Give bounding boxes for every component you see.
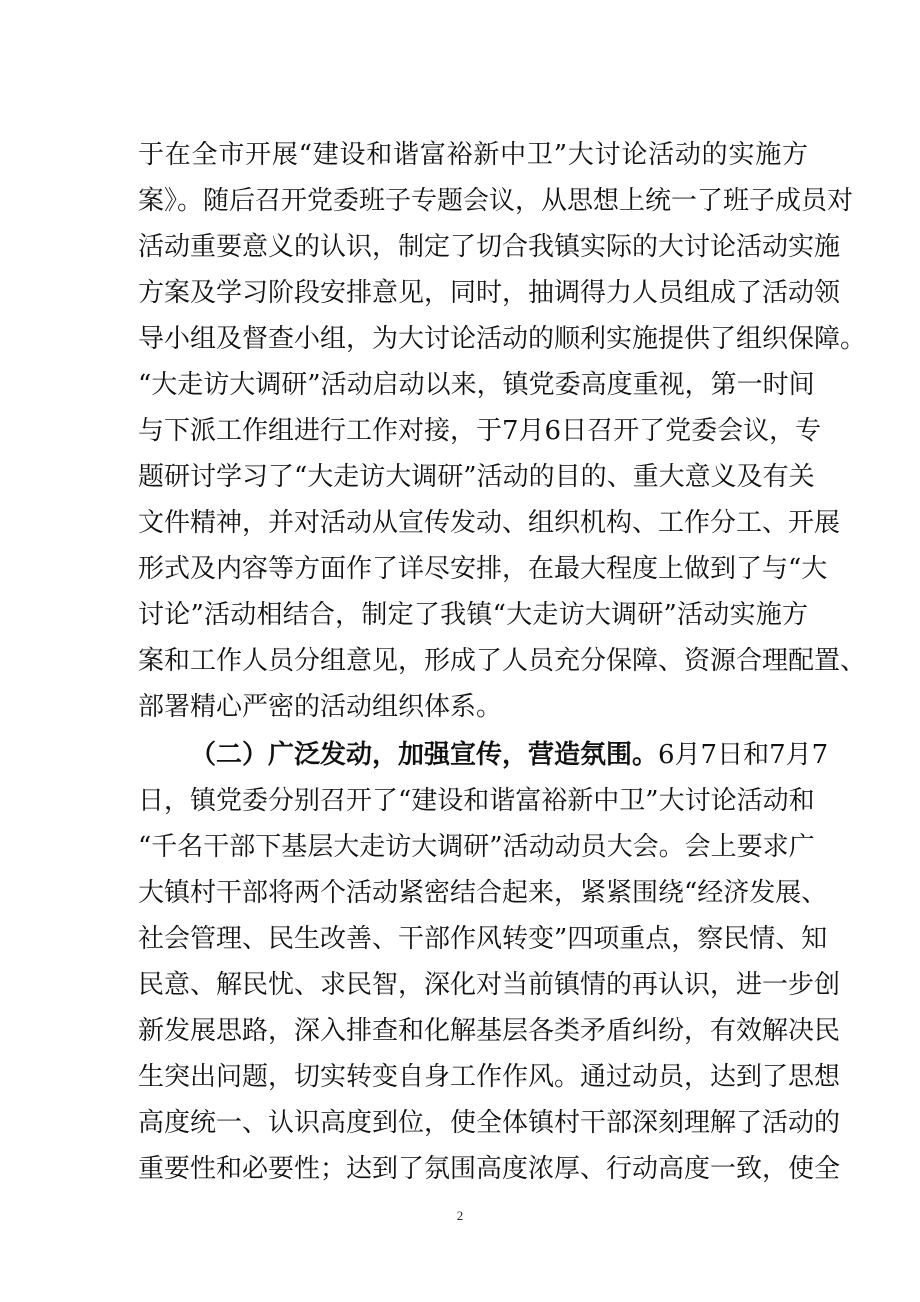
text-line: 导小组及督查小组，为大讨论活动的顺利实施提供了组织保障。 bbox=[138, 324, 867, 354]
text-line: 与下派工作组进行工作对接，于7月6日召开了党委会议，专 bbox=[138, 416, 822, 446]
text-line: 形式及内容等方面作了详尽安排，在最大程度上做到了与“大 bbox=[138, 554, 828, 584]
heading-line-text: 6月7日和7月7 bbox=[658, 740, 829, 770]
text-line: 社会管理、民生改善、干部作风转变”四项重点，察民情、知 bbox=[138, 924, 828, 954]
text-line: 于在全市开展“建设和谐富裕新中卫”大讨论活动的实施方 bbox=[138, 140, 808, 170]
text-line: “大走访大调研”活动启动以来，镇党委高度重视，第一时间 bbox=[138, 370, 815, 400]
text-line: 文件精神，并对活动从宣传发动、组织机构、工作分工、开展 bbox=[138, 508, 841, 538]
text-line: 民意、解民忧、求民智，深化对当前镇情的再认识，进一步创 bbox=[138, 970, 841, 1000]
text-line: 题研讨学习了“大走访大调研”活动的目的、重大意义及有关 bbox=[138, 462, 815, 492]
text-line: 讨论”活动相结合，制定了我镇“大走访大调研”活动实施方 bbox=[138, 600, 808, 630]
text-line: 新发展思路，深入排查和化解基层各类矛盾纠纷，有效解决民 bbox=[138, 1016, 841, 1046]
text-line: 高度统一、认识高度到位，使全体镇村干部深刻理解了活动的 bbox=[138, 1108, 841, 1138]
text-line: 日，镇党委分别召开了“建设和谐富裕新中卫”大讨论活动和 bbox=[138, 786, 815, 816]
text-line: 方案及学习阶段安排意见，同时，抽调得力人员组成了活动领 bbox=[138, 278, 841, 308]
text-line: 大镇村干部将两个活动紧密结合起来，紧紧围绕“经济发展、 bbox=[138, 878, 828, 908]
section-heading-line bbox=[190, 732, 829, 778]
text-line: 重要性和必要性；达到了氛围高度浓厚、行动高度一致，使全 bbox=[138, 1154, 841, 1184]
text-line: 部署精心严密的活动组织体系。 bbox=[138, 692, 503, 722]
text-line: 活动重要意义的认识，制定了切合我镇实际的大讨论活动实施 bbox=[138, 232, 841, 262]
section-heading: （二）广泛发动，加强宣传，营造氛围。 bbox=[190, 740, 659, 770]
text-line: 生突出问题，切实转变自身工作作风。通过动员，达到了思想 bbox=[138, 1062, 841, 1092]
text-line: 案》。随后召开党委班子专题会议，从思想上统一了班子成员对 bbox=[138, 186, 854, 216]
page-number: 2 bbox=[456, 1208, 464, 1223]
text-line: “千名干部下基层大走访大调研”活动动员大会。会上要求广 bbox=[138, 832, 815, 862]
text-line: 案和工作人员分组意见，形成了人员充分保障、资源合理配置、 bbox=[138, 646, 867, 676]
